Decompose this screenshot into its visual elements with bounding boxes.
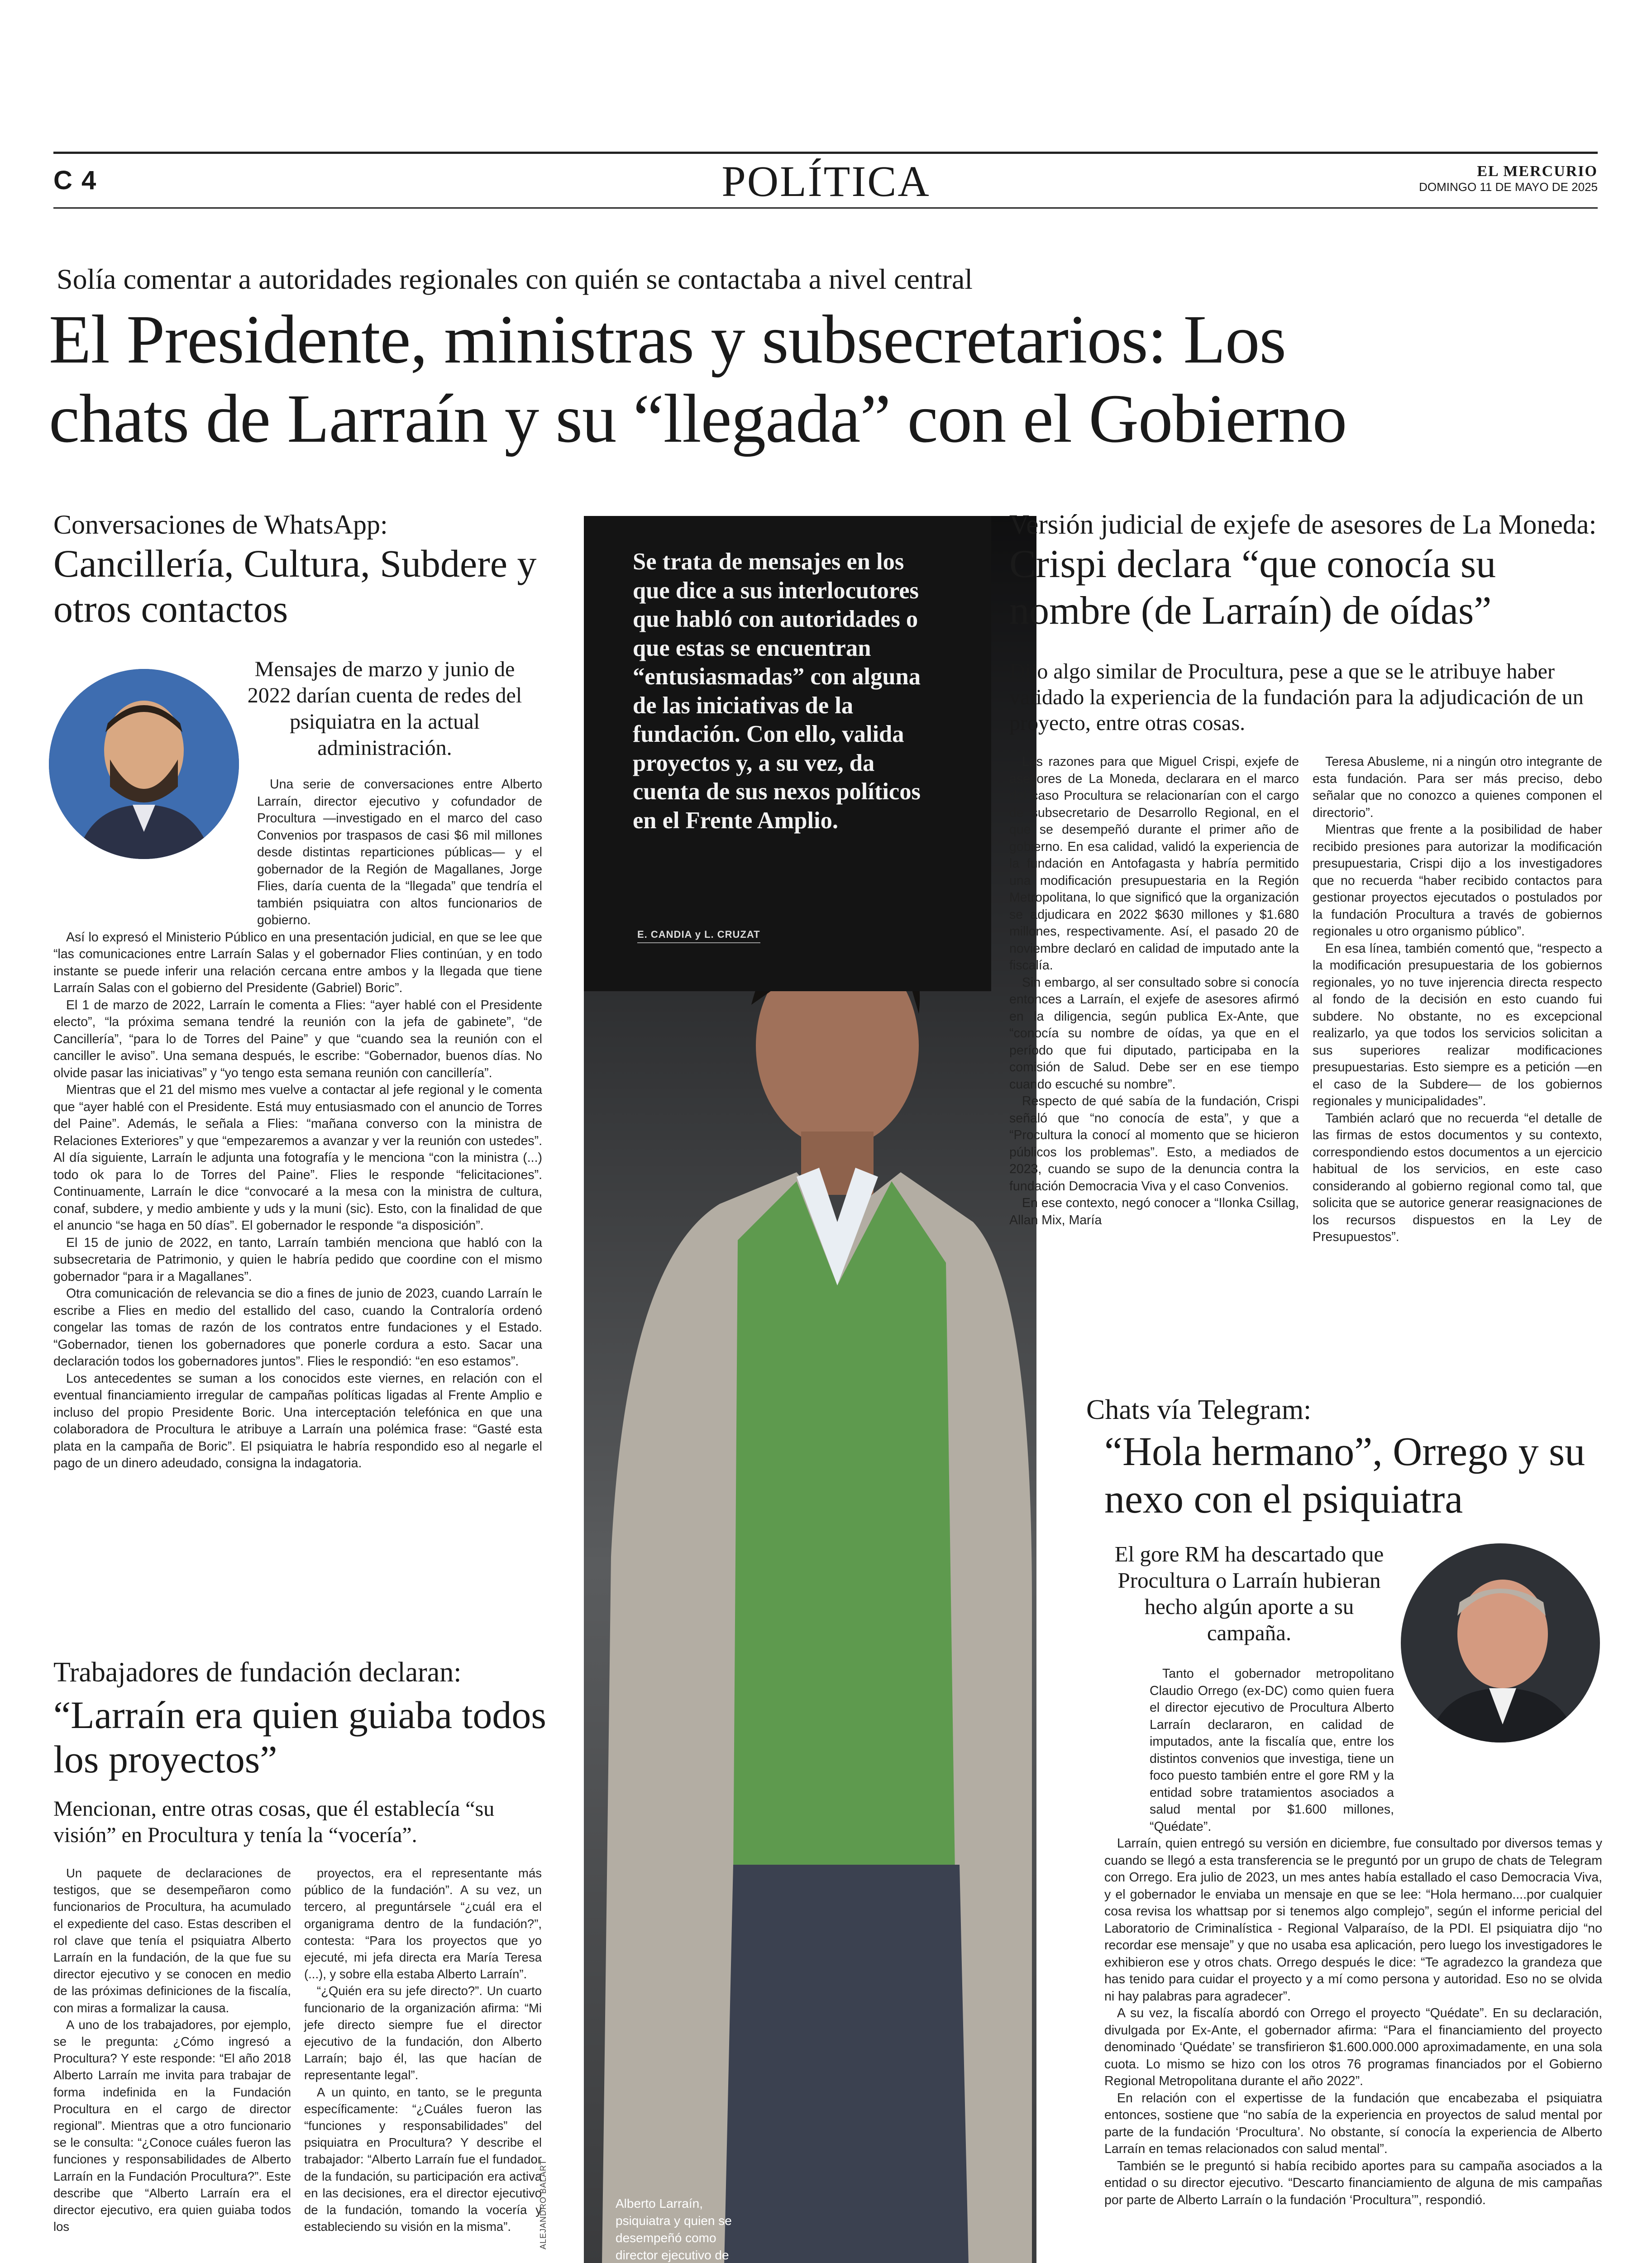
- main-headline-line1: El Presidente, ministras y subsecretarios: Los: [49, 301, 1286, 378]
- whatsapp-headline: Cancillería, Cultura, Subdere y otros contactos: [53, 542, 537, 630]
- paragraph: El 15 de junio de 2022, en tanto, Larraín también menciona que habló con la subsecretaria de Patrimonio, y quien le habría pedido que coordine con el mismo gobernador “para ir a Magallanes”.: [53, 1235, 542, 1284]
- whatsapp-deck: Mensajes de marzo y junio de 2022 darían cuenta de redes del psiquiatra en la actual administración.: [247, 657, 522, 760]
- telegram-body-wrap-top: [1104, 1666, 1602, 1835]
- whatsapp-body-wrap-top: [53, 776, 542, 929]
- paragraph: En ese contexto, negó conocer a “Ilonka Csillag, Allan Mix, María: [1009, 1196, 1299, 1227]
- paragraph: En esa línea, también comentó que, “respecto a la modificación presupuestaria de los gobiernos regionales, yo no tuve injerencia directa respecto al fondo de la decisión en esto cuando fui subdere. No obstante, no es excepcional realizarlo, ya que todos los servicios solicitan a sus superiores realizar modificaciones presupuestarias. Esto siempre es a petición —en el caso de la Subdere— de los gobiernos regionales y municipalidades”.: [1313, 941, 1602, 1108]
- paragraph: En relación con el expertisse de la fundación que encabezaba el psiquiatra entonces, sostiene que “no sabía de la experiencia en proyectos de salud mental por parte de la fundación ‘Procultura’. No obstante, sí conocía la experiencia de Alberto Larraín en temas relacionados con salud mental”.: [1104, 2091, 1602, 2156]
- paragraph: Tanto el gobernador metropolitano Claudio Orrego (ex-DC) como quien fuera el director ejecutivo de Procultura Alberto Larraín declararon, en calidad de imputados, ante la fiscalía que, entre los distintos convenios que investiga, tiene un foco puesto también entre el gore RM y la entidad sobre tratamientos asociados a salud mental por $1.600 millones, “Quédate”.: [1150, 1666, 1394, 1834]
- masthead-bottom-rule: [53, 207, 1598, 209]
- issue-date: DOMINGO 11 DE MAYO DE 2025: [1419, 180, 1598, 194]
- newspaper-name: EL MERCURIO: [1477, 163, 1598, 180]
- crispi-headline: Crispi declara “que conocía su nombre (de Larraín) de oídas”: [1009, 542, 1496, 633]
- telegram-deck: El gore RM ha descartado que Procultura o Larraín hubieran hecho algún aporte a su campaña.: [1114, 1542, 1384, 1645]
- paragraph: Mientras que frente a la posibilidad de haber recibido presiones para autorizar la modificación presupuestaria, Crispi dijo a los investigadores que no recuerda “haber recibido contactos para gestionar proyectos ejecutados o postulados por la fundación Procultura a través de gobiernos regionales u otro organismo público”.: [1313, 822, 1602, 939]
- paragraph: El 1 de marzo de 2022, Larraín le comenta a Flies: “ayer hablé con el Presidente electo”, “la próxima semana tendré la reunión con la jefa de gabinete”, “de Cancillería”, “para lo de Torres del Paine” y que “cuando sea la reunión con el canciller le aviso”. Una semana después, le escribe: “Gobernador, buenos días. No olvide pasar las iniciativas” y “yo tengo esta semana reunión con cancillería”.: [53, 998, 542, 1080]
- crispi-deck: Dijo algo similar de Procultura, pese a que se le atribuye haber validado la experiencia de la fundación para la adjudicación de un proyecto, entre otras cosas.: [1009, 659, 1584, 735]
- trabajadores-headline: “Larraín era quien guiaba todos los proyectos”: [53, 1693, 546, 1781]
- paragraph: “¿Quién era su jefe directo?”. Un cuarto funcionario de la organización afirma: “Mi jefe directo siempre fue el director ejecutivo de la fundación, don Alberto Larraín; bajo él, las que hacían de representante legal”.: [304, 1984, 542, 2082]
- paragraph: Así lo expresó el Ministerio Público en una presentación judicial, en que se lee que “las comunicaciones entre Larraín Salas y el gobernador Flies continúan, y en todo instante se puede inferir una relación cercana entre ambos y la llegada que tiene Larraín Salas con el gobierno del Presidente (Gabriel) Boric”.: [53, 930, 542, 995]
- paragraph: Teresa Abusleme, ni a ningún otro integrante de esta fundación. Para ser más preciso, debo señalar que no conozco a quienes componen el directorio”.: [1313, 754, 1602, 820]
- telegram-body: [1104, 1666, 1602, 2209]
- pull-quote-box: [584, 516, 991, 991]
- whatsapp-body: [53, 776, 542, 1472]
- trabajadores-kicker: Trabajadores de fundación declaran:: [53, 1657, 462, 1688]
- paragraph: Respecto de qué sabía de la fundación, Crispi señaló que “no conocía de esta”, y que a “Procultura la conocí al momento que se hicieron públicos los problemas”. Esto, a mediados de 2023, cuando se supo de la denuncia contra la fundación Democracia Viva y el caso Convenios.: [1009, 1094, 1299, 1194]
- paragraph: A un quinto, en tanto, se le pregunta específicamente: “¿Cuáles fueron las “funciones y responsabilidades” del psiquiatra en Procultura? Y describe el trabajador: “Alberto Larraín fue el fundador de la fundación, su participación era activa en las decisiones, era el director ejecutivo de la fundación, tomando la vocería y estableciendo su visión en la misma”.: [304, 2085, 542, 2234]
- paragraph: Un paquete de declaraciones de testigos, que se desempeñaron como funcionarios de Procultura, ha acumulado el expediente del caso. Estas describen el rol clave que tenía el psiquiatra Alberto Larraín en la fundación, de la que fue su director ejecutivo y se conocen en medio de las próximas definiciones de la fiscalía, con miras a formalizar la causa.: [53, 1866, 291, 2015]
- crispi-kicker: Versión judicial de exjefe de asesores de La Moneda:: [1009, 510, 1597, 540]
- telegram-headline: “Hola hermano”, Orrego y su nexo con el psiquiatra: [1104, 1429, 1585, 1522]
- larrain-photo-caption: Alberto Larraín, psiquiatra y quien se desempeñó como director ejecutivo de: [616, 2196, 732, 2262]
- paragraph: Sin embargo, al ser consultado sobre si conocía entonces a Larraín, el exjefe de asesores afirmó en la diligencia, según publica Ex-Ante, que “conocía su nombre de oídas, ya que en el período que fui diputado, participaba en la comisión de Salud. Debe ser en ese tiempo cuando escuché su nombre”.: [1009, 975, 1299, 1092]
- paragraph: Mientras que el 21 del mismo mes vuelve a contactar al jefe regional y le comenta que “ayer hablé con el Presidente. Está muy entusiasmado con el anuncio de Torres del Paine”. Además, le señala a Flies: “mañana converso con la ministra de Relaciones Exteriores” y que “empezaremos a avanzar y ver la reunión con ustedes”. Al día siguiente, Larraín le adjunta una fotografía y le menciona “con la ministra (...) todo ok para lo de Torres del Paine”. Flies le responde “felicitaciones”. Continuamente, Larraín le dice “convocaré a la mesa con la ministra de cultura, conaf, subdere, y medio ambiente y uds y la muni (sic). Esto, con la finalidad de que el anuncio “se haga en 50 días”. El gobernador le responde “a disposición”.: [53, 1083, 542, 1233]
- paragraph: A uno de los trabajadores, por ejemplo, se le pregunta: ¿Cómo ingresó a Procultura? Y este responde: “El año 2018 Alberto Larraín me invita para trabajar de forma indefinida en la Fundación Procultura en el cargo de director regional”. Mientras que a otro funcionario se le consulta: “¿Conoce cuáles fueron las funciones y responsabilidades de Alberto Larraín en la Fundación Procultura?”. Este describe que “Alberto Larraín era el director ejecutivo, era quien guiaba todos los: [53, 2017, 291, 2234]
- paragraph: proyectos, era el representante más público de la fundación”. A su vez, un tercero, al preguntársele “¿cuál era el organigrama dentro de la fundación?”, contesta: “Para los proyectos que yo ejecuté, mi jefa directa era María Teresa (...), y sobre ella estaba Alberto Larraín”.: [304, 1866, 542, 1981]
- paragraph: También aclaró que no recuerda “el detalle de las firmas de estos documentos y su contexto, correspondiendo estos documentos a un ejercicio habitual de los servicios, en este caso considerando al gobierno regional como tal, que solicita que se autorice generar reasignaciones de los recursos dispuestos en la Ley de Presupuestos”.: [1313, 1111, 1602, 1244]
- main-kicker: Solía comentar a autoridades regionales con quién se contactaba a nivel central: [57, 263, 973, 295]
- paragraph: Las razones para que Miguel Crispi, exjefe de asesores de La Moneda, declarara en el marco del caso Procultura se relacionarían con el cargo de subsecretario de Desarrollo Regional, en el que se desempeñó durante el primer año de gobierno. En esa calidad, validó la experiencia de la fundación en Antofagasta y habría permitido una modificación presupuestaria en la Región Metropolitana, lo que significó que la organización se adjudicara en 2022 $630 millones y $1.680 millones, respectivamente. Así, el pasado 20 de noviembre declaró en calidad de imputado ante la fiscalía.: [1009, 754, 1299, 973]
- section-title: POLÍTICA: [721, 157, 931, 205]
- crispi-col2: [1313, 754, 1602, 1246]
- paragraph: También se le preguntó si había recibido aportes para su campaña asociados a la entidad o su director ejecutivo. “Descarto financiamiento de alguna de mis campañas por parte de Alberto Larraín o la fundación ‘Procultura’”, respondió.: [1104, 2158, 1602, 2207]
- telegram-kicker: Chats vía Telegram:: [1086, 1394, 1312, 1425]
- paragraph: Una serie de conversaciones entre Alberto Larraín, director ejecutivo y cofundador de Procultura —investigado en el marco del caso Convenios por traspasos de casi $6 mil millones desde distintas reparticiones públicas— y el gobernador de la Región de Magallanes, Jorge Flies, daría cuenta de la “llegada” que tendría el también psiquiatra con altos funcionarios de gobierno.: [257, 777, 542, 927]
- trabajadores-col1: [53, 1865, 291, 2235]
- trabajadores-deck: Mencionan, entre otras cosas, que él establecía “su visión” en Procultura y tenía la “vocería”.: [53, 1797, 495, 1847]
- crispi-col1: [1009, 754, 1299, 1229]
- pull-quote-text: Se trata de mensajes en los que dice a sus interlocutores que habló con autoridades o que estas se encuentran “entusiasmadas” con alguna de las iniciativas de la fundación. Con ello, valida proyectos y, a su vez, da cuenta de sus nexos políticos en el Frente Amplio.: [633, 549, 921, 834]
- paragraph: A su vez, la fiscalía abordó con Orrego el proyecto “Quédate”. En su declaración, divulgada por Ex-Ante, el gobernador afirma: “Para el financiamiento del proyecto denominado ‘Quédate’ se transfirieron $1.600.000.000 aproximadamente, en una sola cuota. Lo mismo se hizo con los otros 76 programas financiados por el Gobierno Regional Metropolitana durante el año 2022”.: [1104, 2006, 1602, 2088]
- main-headline-line2: chats de Larraín y su “llegada” con el Gobierno: [49, 381, 1347, 457]
- pull-quote-byline: E. CANDIA y L. CRUZAT: [637, 929, 760, 943]
- larrain-photo-credit: ALEJANDRO BALART: [539, 2159, 548, 2249]
- paragraph: Otra comunicación de relevancia se dio a fines de junio de 2023, cuando Larraín le escribe a Flies en medio del estallido del caso, cuando la Contraloría ordenó congelar las tomas de razón de los contratos entre fundaciones y el Estado. “Gobernador, tienen los gobernadores que ponerle cordura a esto. Sacar una declaración todos los gobernadores juntos”. Flies le respondió: “en eso estamos”.: [53, 1286, 542, 1369]
- whatsapp-kicker: Conversaciones de WhatsApp:: [53, 510, 388, 539]
- trabajadores-col2: [304, 1865, 542, 2235]
- masthead-top-rule: [53, 152, 1598, 154]
- paragraph: Los antecedentes se suman a los conocidos este viernes, en relación con el eventual financiamiento irregular de campañas políticas ligadas al Frente Amplio e incluso del propio Presidente Boric. Una interceptación telefónica en que una colaboradora de Procultura le atribuye a Larraín una polémica frase: “Gasté esta plata en la campaña de Boric”. El psiquiatra le habría respondido eso al negarle el pago de un dinero adeudado, consigna la indagatoria.: [53, 1371, 542, 1470]
- page-number: C 4: [53, 166, 97, 195]
- paragraph: Larraín, quien entregó su versión en diciembre, fue consultado por diversos temas y cuando se llegó a esta transferencia se le preguntó por un grupo de chats de Telegram con Orrego. Era julio de 2023, un mes antes había estallado el caso Democracia Viva, y el gobernador le enviaba un mensaje en que se lee: “Hola hermano....por cualquier cosa revisa los whattsap por si tenemos algo complejo”, según el informe pericial del Laboratorio de Criminalística - Regional Valparaíso, de la PDI. El psiquiatra dijo “no recordar ese mensaje” y que no usaba esa aplicación, pero luego los investigadores le exhibieron ese y otros chats. Orrego después le dice: “Te agradezco la grandeza que has tenido para cuidar el proyecto y a mí como persona y autoridad. Eso no se olvida ni hay palabras para agradecer”.: [1104, 1836, 1602, 2004]
